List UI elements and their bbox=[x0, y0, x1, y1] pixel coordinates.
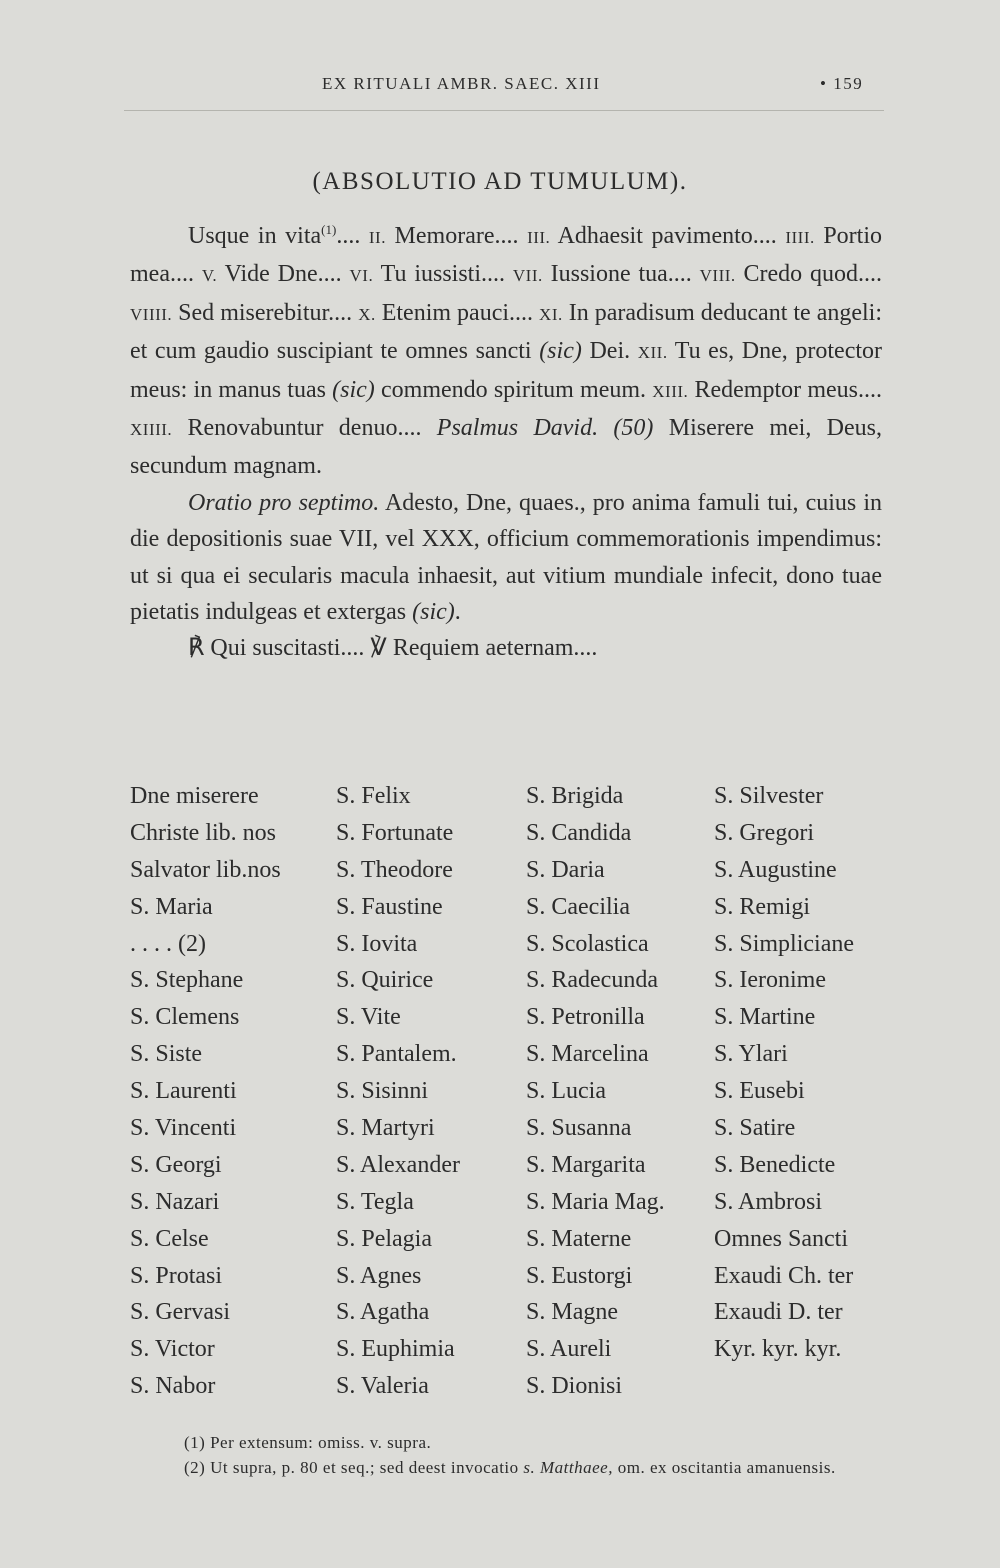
litany-row bbox=[130, 1294, 900, 1331]
litany-row bbox=[130, 852, 900, 889]
text-run: Etenim pauci.... bbox=[375, 299, 540, 326]
litany-row bbox=[130, 926, 900, 963]
litany-invocation: Exaudi Ch. ter bbox=[714, 1262, 854, 1289]
litany-invocation: Exaudi D. ter bbox=[714, 1299, 843, 1326]
litany-invocation: Dne miserere bbox=[130, 782, 259, 809]
litany-row bbox=[130, 1258, 900, 1295]
litany-invocation: S. Margarita bbox=[526, 1151, 646, 1178]
litany-table bbox=[130, 778, 900, 1405]
litany-invocation: S. Victor bbox=[130, 1336, 215, 1363]
psalm-reference: Psalmus David. (50) bbox=[436, 415, 654, 442]
text-run: Adesto, Dne, quaes., pro anima famuli tui, cuius in die depositionis suae VII, vel XXX, officium commemorationis impendimus: ut si qua ei secularis macula inhaesit, aut vitium mundiale infecit, dono tuae pietatis indulgeas et extergas bbox=[130, 489, 882, 626]
text-run: Sed miserebitur.... bbox=[172, 299, 359, 326]
litany-invocation: S. Theodore bbox=[336, 856, 453, 883]
text-run: Credo quod.... bbox=[735, 261, 883, 288]
roman-numeral: III. bbox=[527, 228, 551, 247]
litany-invocation: S. Martine bbox=[714, 1004, 816, 1031]
litany-invocation: S. Satire bbox=[714, 1114, 796, 1141]
litany-invocation: S. Simpliciane bbox=[714, 930, 854, 957]
litany-invocation: S. Nazari bbox=[130, 1188, 220, 1215]
litany-invocation: S. Dionisi bbox=[526, 1373, 623, 1400]
litany-invocation: S. Ieronime bbox=[714, 967, 826, 994]
text-run: Renovabuntur denuo.... bbox=[172, 415, 437, 442]
litany-invocation: S. Benedicte bbox=[714, 1151, 836, 1178]
roman-numeral: VIIII. bbox=[130, 304, 173, 324]
versicle-text: Requiem aeternam.... bbox=[386, 635, 598, 662]
roman-numeral: XIII. bbox=[652, 381, 689, 401]
litany-invocation: S. Felix bbox=[336, 782, 411, 809]
litany-invocation: S. Nabor bbox=[130, 1373, 216, 1400]
litany-invocation: Kyr. kyr. kyr. bbox=[714, 1336, 842, 1363]
litany-invocation: S. Euphimia bbox=[336, 1336, 455, 1363]
text-run: Tu iussisti.... bbox=[373, 261, 513, 288]
litany-row bbox=[130, 1073, 900, 1110]
roman-numeral: V. bbox=[201, 266, 218, 286]
litany-invocation: S. Protasi bbox=[130, 1262, 223, 1289]
litany-invocation: . . . . (2) bbox=[130, 930, 206, 957]
litany-invocation: S. Agatha bbox=[336, 1299, 430, 1326]
litany-invocation: S. Radecunda bbox=[526, 967, 658, 994]
text-run: Miserere mei, Deus, secundum magnam. bbox=[130, 415, 883, 480]
text-run: Vide Dne.... bbox=[217, 261, 350, 288]
text-run: Redemptor meus.... bbox=[688, 376, 882, 403]
text-run: Iussione tua.... bbox=[542, 261, 700, 288]
responsory-line bbox=[188, 630, 882, 666]
response-symbol: ℟ bbox=[188, 635, 205, 662]
litany-row bbox=[130, 1331, 900, 1368]
versicle-symbol: ℣ bbox=[370, 635, 387, 662]
text-run: In paradisum deducant te angeli: et cum gaudio suscipiant te omnes sancti bbox=[130, 299, 883, 365]
litany-invocation: S. Remigi bbox=[714, 893, 811, 920]
litany-invocation: S. Eustorgi bbox=[526, 1262, 633, 1289]
litany-row bbox=[130, 815, 900, 852]
text-run: om. ex oscitantia amanuensis. bbox=[612, 1458, 836, 1477]
roman-numeral: XIIII. bbox=[130, 420, 173, 440]
litany-invocation: S. Magne bbox=[526, 1299, 618, 1326]
text-run: Portio mea.... bbox=[130, 223, 883, 288]
litany-invocation: S. Daria bbox=[526, 856, 605, 883]
litany-row bbox=[130, 889, 900, 926]
header-rule bbox=[124, 110, 884, 111]
text-run: Memorare.... bbox=[385, 223, 528, 249]
text-run: . bbox=[454, 599, 461, 626]
litany-invocation: S. Maria Mag. bbox=[526, 1188, 665, 1215]
litany-invocation: Christe lib. nos bbox=[130, 819, 277, 846]
roman-numeral: XI. bbox=[539, 304, 563, 324]
litany-invocation: S. Materne bbox=[526, 1225, 632, 1252]
roman-numeral: XII. bbox=[637, 343, 668, 363]
litany-invocation: S. Tegla bbox=[336, 1188, 414, 1215]
roman-numeral: IIII. bbox=[785, 228, 815, 247]
litany-row bbox=[130, 1221, 900, 1258]
litany-invocation: S. Celse bbox=[130, 1225, 209, 1252]
page-number: • 159 bbox=[820, 74, 864, 93]
footnote-italic: s. Matthaee, bbox=[523, 1458, 613, 1477]
litany-invocation: S. Gervasi bbox=[130, 1299, 230, 1326]
litany-invocation: S. Georgi bbox=[130, 1151, 222, 1178]
litany-invocation: S. Vite bbox=[336, 1004, 401, 1031]
litany-invocation: S. Marcelina bbox=[526, 1041, 649, 1068]
litany-invocation: S. Valeria bbox=[336, 1373, 429, 1400]
litany-invocation: S. Alexander bbox=[336, 1151, 460, 1178]
footnote-ref-1: (1) bbox=[321, 222, 337, 237]
litany-row bbox=[130, 1147, 900, 1184]
litany-row bbox=[130, 1036, 900, 1073]
body-text bbox=[130, 218, 882, 667]
running-head bbox=[0, 74, 1000, 104]
text-run: Tu es, Dne, protector meus: in manus tuas bbox=[130, 338, 882, 403]
litany-invocation: S. Eusebi bbox=[714, 1078, 805, 1105]
paragraph-oratio bbox=[130, 485, 882, 631]
roman-numeral: II. bbox=[368, 228, 386, 247]
litany-invocation: S. Maria bbox=[130, 893, 213, 920]
litany-invocation: S. Silvester bbox=[714, 782, 824, 809]
footnote-1: (1) Per extensum: omiss. v. supra. bbox=[184, 1433, 432, 1452]
litany-invocation: S. Pelagia bbox=[336, 1225, 432, 1252]
sic-note: (sic) bbox=[332, 376, 375, 403]
litany-invocation: S. Sisinni bbox=[336, 1078, 429, 1105]
litany-invocation: S. Petronilla bbox=[526, 1004, 645, 1031]
sic-note: (sic) bbox=[539, 338, 582, 365]
litany-invocation: S. Agnes bbox=[336, 1262, 422, 1289]
roman-numeral: VI. bbox=[349, 266, 374, 286]
litany-row bbox=[130, 1368, 900, 1405]
litany-invocation: S. Gregori bbox=[714, 819, 814, 846]
litany-invocation: S. Clemens bbox=[130, 1004, 240, 1031]
litany-invocation: S. Laurenti bbox=[130, 1078, 237, 1105]
litany-row bbox=[130, 999, 900, 1036]
litany-invocation: S. Caecilia bbox=[526, 893, 630, 920]
footnote-2 bbox=[136, 1455, 888, 1480]
litany-invocation: S. Augustine bbox=[714, 856, 837, 883]
footnotes bbox=[136, 1430, 888, 1480]
litany-row bbox=[130, 778, 900, 815]
litany-invocation: S. Aureli bbox=[526, 1336, 612, 1363]
section-title: (ABSOLUTIO AD TUMULUM). bbox=[312, 168, 688, 195]
text-run: Adhaesit pavimento.... bbox=[550, 223, 786, 249]
text-run: Dei. bbox=[581, 338, 638, 365]
running-head-title: EX RITUALI AMBR. SAEC. XIII bbox=[322, 74, 601, 93]
litany-invocation: S. Quirice bbox=[336, 967, 434, 994]
litany-invocation: S. Ambrosi bbox=[714, 1188, 823, 1215]
litany-invocation: S. Fortunate bbox=[336, 819, 454, 846]
litany-invocation: S. Stephane bbox=[130, 967, 244, 994]
litany-row bbox=[130, 1184, 900, 1221]
litany-invocation: Salvator lib.nos bbox=[130, 856, 281, 883]
roman-numeral: VII. bbox=[512, 266, 543, 286]
roman-numeral: X. bbox=[358, 304, 376, 324]
litany-row bbox=[130, 1110, 900, 1147]
litany-invocation: S. Brigida bbox=[526, 782, 624, 809]
litany-invocation: S. Pantalem. bbox=[336, 1041, 457, 1068]
litany-invocation: S. Vincenti bbox=[130, 1114, 237, 1141]
litany-invocation: Omnes Sancti bbox=[714, 1225, 848, 1252]
litany-invocation: S. Susanna bbox=[526, 1114, 632, 1141]
litany-invocation: S. Martyri bbox=[336, 1114, 435, 1141]
response-text: Qui suscitasti.... bbox=[204, 635, 371, 662]
litany-invocation: S. Candida bbox=[526, 819, 632, 846]
text-run: (2) Ut supra, p. 80 et seq.; sed deest invocatio bbox=[184, 1458, 524, 1477]
text-run: Usque in vita bbox=[188, 223, 322, 249]
paragraph-absolutio bbox=[130, 218, 882, 485]
text-run: .... bbox=[336, 223, 369, 249]
sic-note: (sic) bbox=[412, 599, 455, 626]
litany-invocation: S. Iovita bbox=[336, 930, 418, 957]
roman-numeral: VIII. bbox=[699, 266, 736, 286]
litany-invocation: S. Faustine bbox=[336, 893, 443, 920]
litany-invocation: S. Ylari bbox=[714, 1041, 788, 1068]
oratio-heading: Oratio pro septimo. bbox=[188, 489, 380, 516]
litany-row bbox=[130, 962, 900, 999]
litany-invocation: S. Lucia bbox=[526, 1078, 606, 1105]
litany-invocation: S. Siste bbox=[130, 1041, 203, 1068]
text-run: commendo spiritum meum. bbox=[374, 376, 653, 403]
litany-invocation: S. Scolastica bbox=[526, 930, 649, 957]
